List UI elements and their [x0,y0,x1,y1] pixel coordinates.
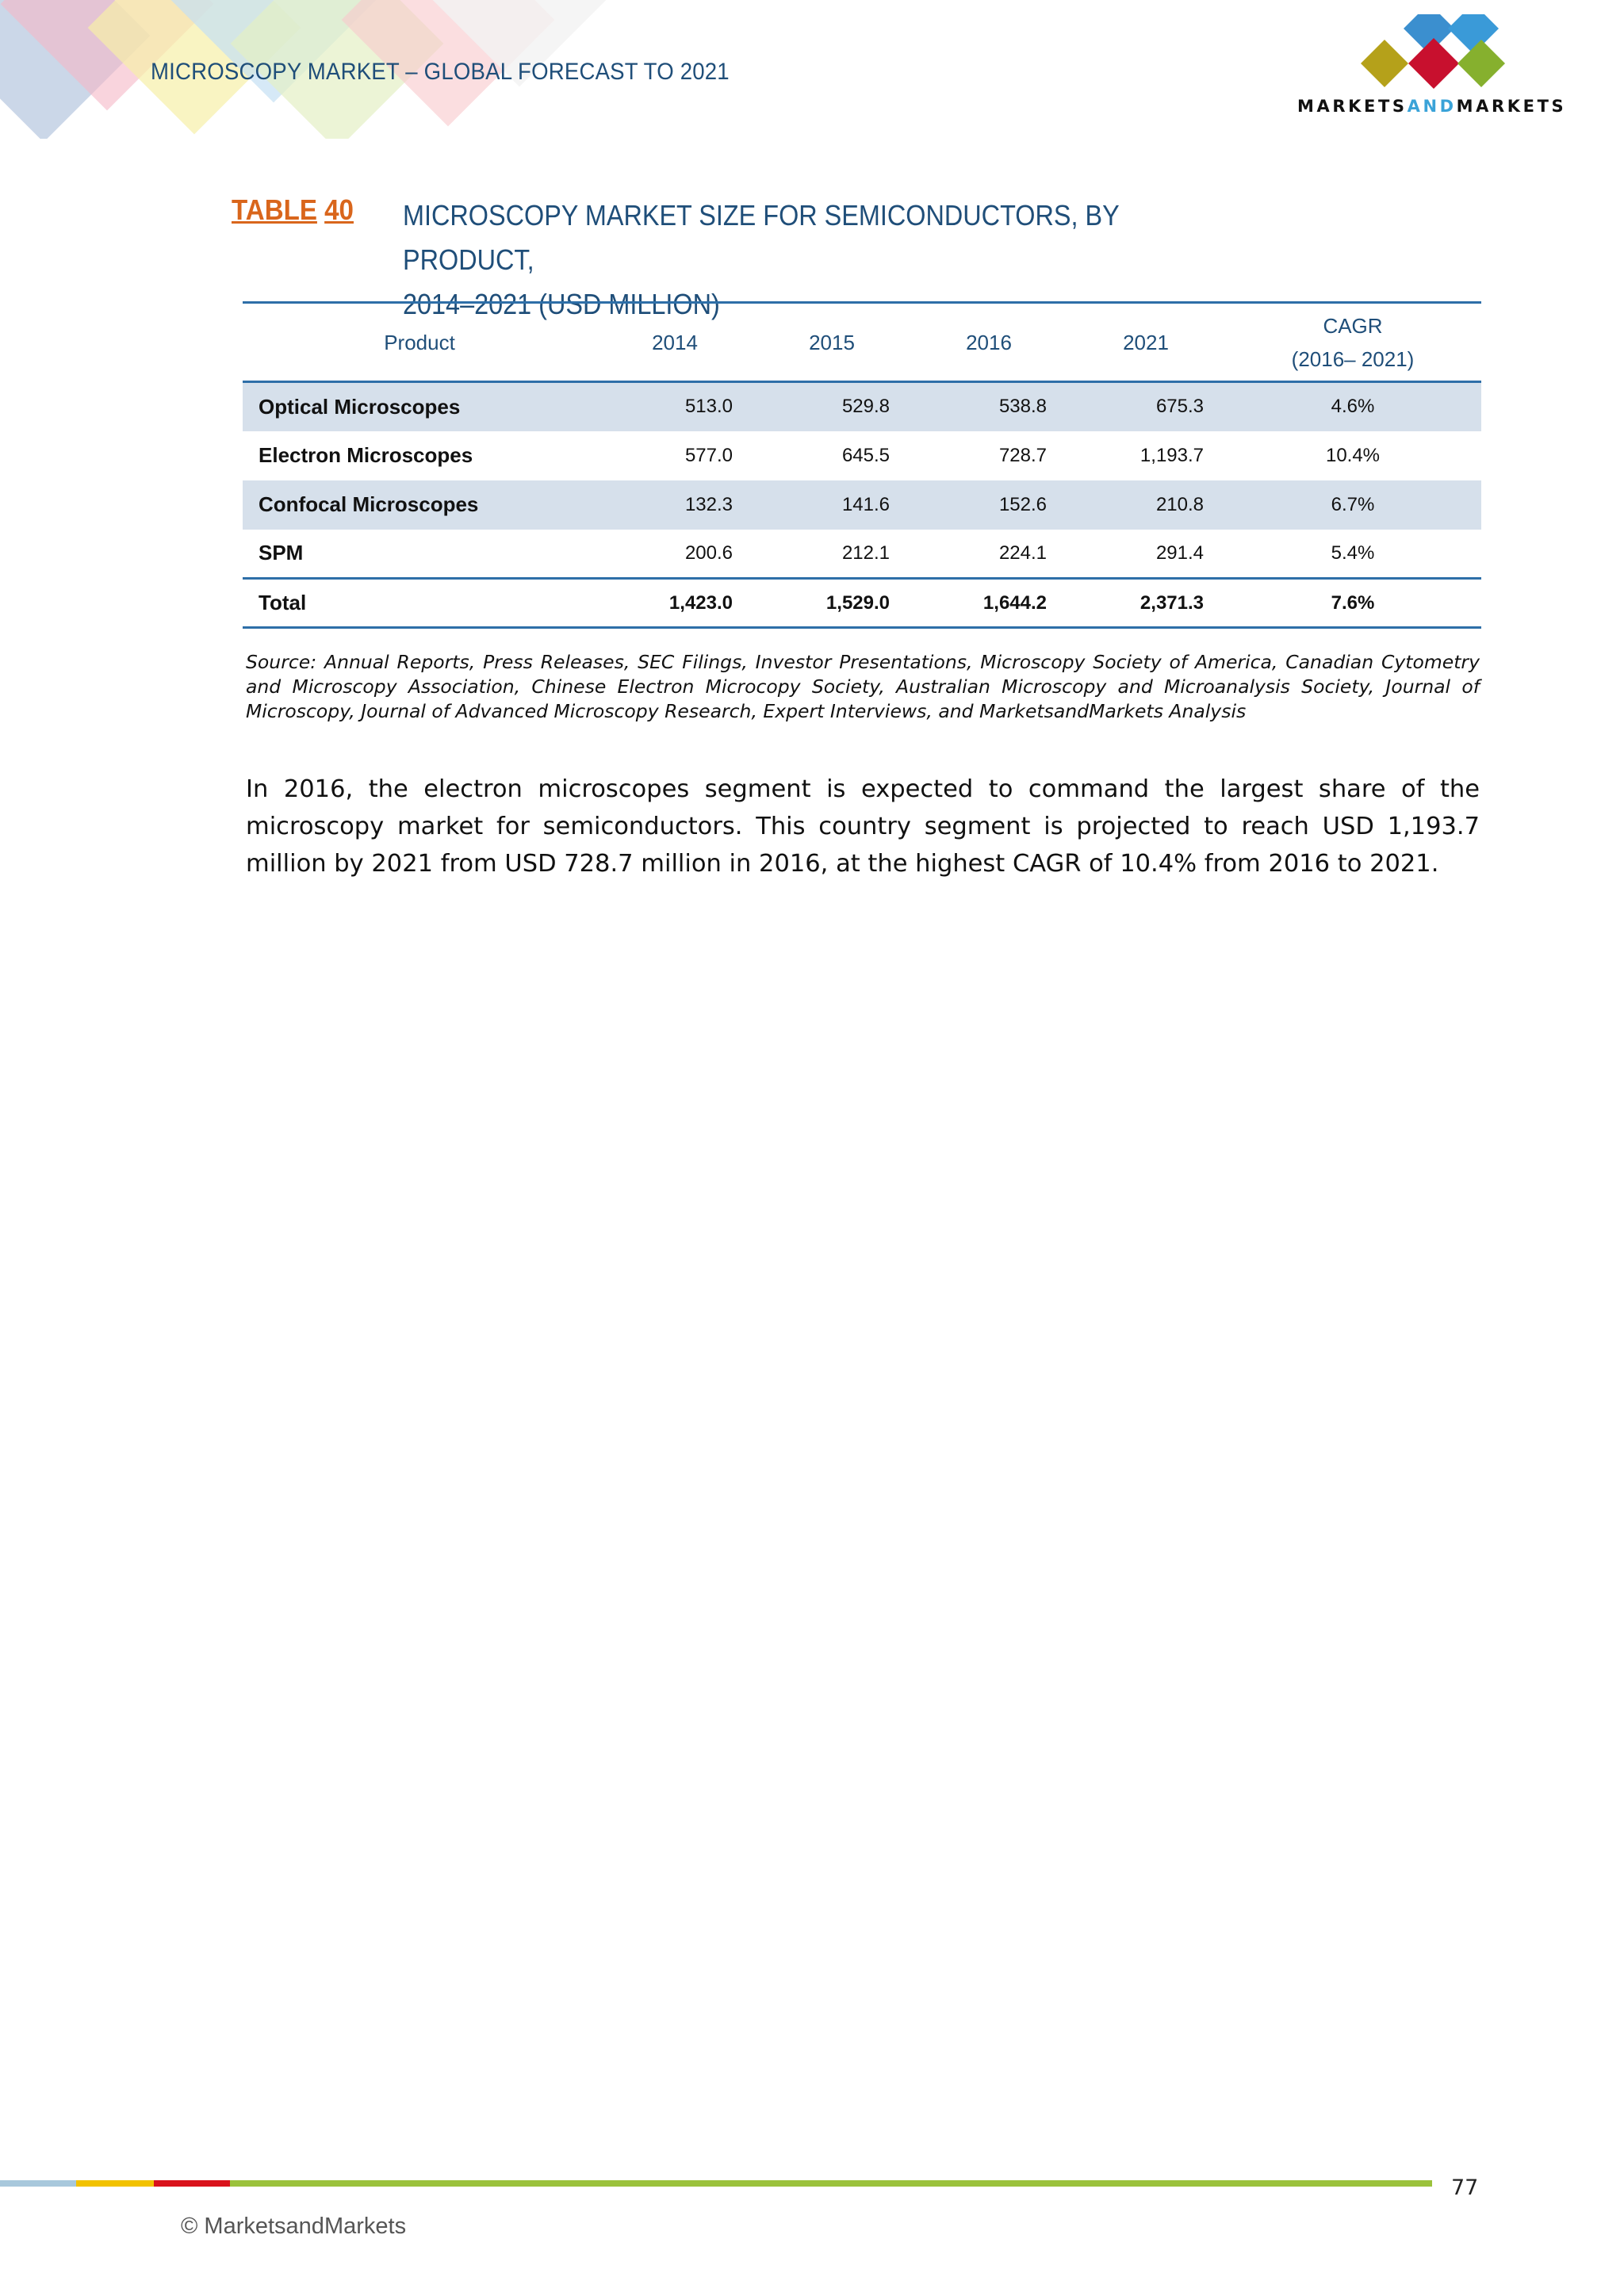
table-title-line-2: 2014–2021 (USD MILLION) [403,288,720,320]
table-row [243,382,1481,431]
row-value-2014: 513.0 [684,396,733,418]
table-header-row [243,303,1481,382]
row-product: Optical Microscopes [259,394,461,419]
logo-word-markets-2: MARKETS [1456,97,1567,116]
footer-bar-segment-blue [0,2180,76,2187]
table-label[interactable] [232,193,361,227]
total-value-2016: 1,644.2 [982,591,1047,614]
row-value-2021: 1,193.7 [1139,444,1204,466]
table-label-number: 40 [324,193,354,226]
logo-diamond-red [1408,38,1459,89]
header-product: Product [384,330,455,354]
source-note: Source: Annual Reports, Press Releases, SEC Filings, Investor Presentations, Microscopy Society of America, Canadian Cytometry and Microscopy Association, Chinese Electron Microcopy Society, Australian Microscopy and Microanalysis Society, Journal of Microscopy, Journal of Advanced Microscopy Research, Expert Interviews, and MarketsandMarkets Analysis [246,651,1480,722]
logo-word-and: AND [1407,97,1457,116]
total-value-2021: 2,371.3 [1139,591,1204,614]
row-value-2021: 210.8 [1155,493,1204,515]
row-product: SPM [259,541,304,565]
row-value-2014: 577.0 [684,444,733,466]
row-product: Confocal Microscopes [259,492,479,516]
row-product: Electron Microscopes [259,443,473,467]
header-2021: 2021 [1123,330,1169,354]
row-value-cagr: 10.4% [1325,444,1381,466]
table-row [243,431,1481,480]
total-value-2014: 1,423.0 [668,591,733,614]
copyright: © MarketsandMarkets [181,2214,407,2239]
body-paragraph: In 2016, the electron microscopes segment is expected to command the largest share of the microscopy market for semiconductors. This country segment is projected to reach USD 1,193.7 million by 2021 from USD 728.7 million in 2016, at the highest CAGR of 10.4% from 2016 to 2021. [246,775,1480,878]
row-value-2016: 152.6 [998,493,1047,515]
page-number: 77 [1451,2175,1479,2200]
header-cagr [1224,303,1481,382]
row-value-2015: 645.5 [841,444,890,466]
logo-word-markets-1: MARKETS [1297,97,1408,116]
logo-diamond-olive [1361,40,1408,87]
market-size-table [243,301,1481,629]
total-value-2015: 1,529.0 [825,591,890,614]
row-value-2021: 291.4 [1155,541,1204,564]
table-row [243,530,1481,579]
table-total-row [243,579,1481,628]
footer-bar-segment-green [230,2180,1432,2187]
footer-bar-segment-red [154,2180,230,2187]
row-value-2021: 675.3 [1155,396,1204,418]
row-value-2015: 529.8 [841,396,890,418]
table-row [243,480,1481,530]
row-value-2014: 132.3 [684,493,733,515]
table-title-line-1: MICROSCOPY MARKET SIZE FOR SEMICONDUCTORS, BY PRODUCT, [403,199,1120,276]
header-2015: 2015 [809,330,855,354]
row-value-2016: 728.7 [998,444,1047,466]
row-value-2014: 200.6 [684,541,733,564]
total-label: Total [259,591,307,614]
logo-wordmark [1297,97,1566,116]
total-value-cagr: 7.6% [1331,591,1375,614]
logo-diamond-green [1457,40,1505,87]
footer-color-bar [0,2180,1432,2187]
header-2016: 2016 [966,330,1012,354]
row-value-cagr: 6.7% [1331,493,1375,515]
header-title: MICROSCOPY MARKET – GLOBAL FORECAST TO 2021 [151,59,730,85]
header-cagr-line-2: (2016– 2021) [1291,346,1415,371]
row-value-2016: 224.1 [998,541,1047,564]
footer-bar-segment-yellow [76,2180,154,2187]
table-label-word: TABLE [232,193,317,226]
row-value-2015: 141.6 [841,493,890,515]
row-value-2016: 538.8 [998,396,1047,418]
row-value-cagr: 5.4% [1331,541,1375,564]
row-value-cagr: 4.6% [1331,396,1375,418]
header-2014: 2014 [652,330,698,354]
row-value-2015: 212.1 [841,541,890,564]
header-cagr-line-1: CAGR [1323,313,1383,338]
